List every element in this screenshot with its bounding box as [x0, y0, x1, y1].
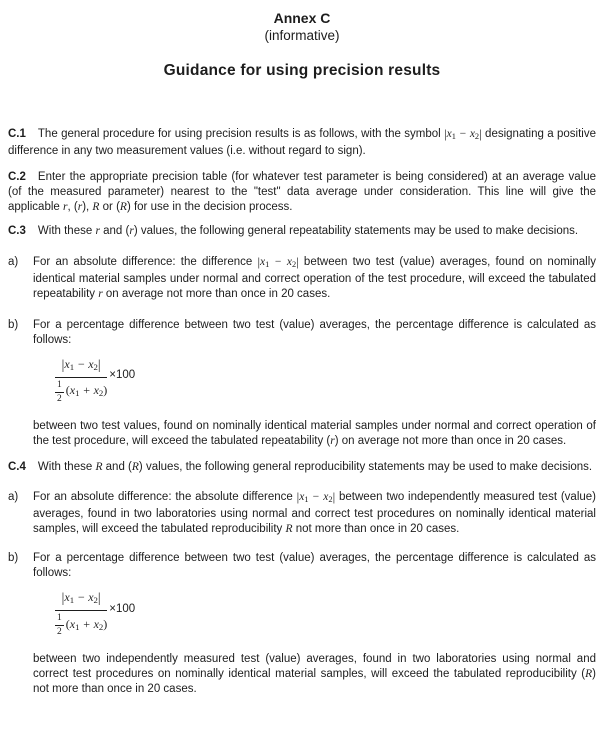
paragraph-c3 — [8, 224, 596, 239]
clause-c4-text: With these R and (R) values, the following general reproducibility statements may be used to make decisions. — [37, 460, 593, 473]
clause-c1-label: C.1 — [8, 128, 26, 140]
paragraph-c4b-continuation: between two independently measured test (value) averages, found in two laboratories using normal and correct test procedures on nominally identical material samples, will exceed the tabulated reproducibility (R) not more than once in 20 cases. — [33, 653, 596, 696]
multiplier-x100: ×100 — [109, 369, 136, 382]
half-fraction-denominator: 2 — [57, 393, 62, 404]
half-fraction-numerator: 1 — [55, 613, 64, 626]
annex-heading: Annex C — [273, 10, 331, 26]
formula-reproducibility-percentage — [55, 590, 596, 638]
paragraph-c4 — [8, 460, 596, 475]
list-item-c4a — [8, 490, 596, 537]
annex-informative-subtitle: (informative) — [264, 28, 340, 43]
list-text-c4a: For an absolute difference: the absolute difference |x1 − x2| between two independently measured test (value) averages, found in two laboratories using normal and correct test procedures on nominally identical material samples, will exceed the tabulated reproducibility R not more than once in 20 cases. — [33, 489, 596, 535]
clause-c3-text: With these r and (r) values, the following general repeatability statements may be used to make decisions. — [37, 225, 579, 238]
clause-c4-label: C.4 — [8, 460, 26, 473]
half-fraction-numerator: 1 — [55, 380, 64, 393]
half-fraction — [55, 613, 64, 638]
formula-repeatability-percentage — [55, 357, 596, 405]
fraction-denominator — [55, 377, 107, 405]
fraction-numerator: |x1 − x2| — [61, 356, 101, 372]
paragraph-c1 — [8, 127, 596, 159]
half-fraction-denominator: 2 — [57, 627, 62, 638]
list-text-c3a: For an absolute difference: the difference |x1 − x2| between two test (value) averages, found on nominally identical material samples under normal and correct operation of the test procedure, will exceed the tabulated repeatability r on average not more than once in 20 cases. — [33, 255, 596, 301]
clause-c2-label: C.2 — [8, 171, 26, 184]
paragraph-c3b-continuation: between two test values, found on nominally identical material samples under normal and correct operation of the test procedure, will exceed the tabulated repeatability (r) on average not more than once in 20 cases. — [33, 419, 596, 447]
list-item-c4b — [8, 551, 596, 581]
half-fraction — [55, 380, 64, 405]
clause-c2-text: Enter the appropriate precision table (for whatever test parameter is being considered) at an average value (of the measured parameter) nearest to the "test" data average under consideration. This line will give the applicable r, (r), R or (R) for use in the decision process. — [8, 171, 596, 214]
paragraph-c2 — [8, 170, 596, 215]
clause-c1-text: The general procedure for using precision results is as follows, with the symbol |x1 − x2| designating a positive difference in any two measurement values (i.e. without regard to sign). — [8, 127, 596, 157]
list-marker-c4a: a) — [8, 490, 19, 503]
fraction — [55, 357, 107, 405]
page-title: Guidance for using precision results — [163, 62, 441, 79]
list-marker-c3a: a) — [8, 256, 19, 269]
list-text-c4b: For a percentage difference between two test (value) averages, the percentage difference is calculated as follows: — [33, 552, 596, 580]
list-marker-c4b: b) — [8, 552, 19, 565]
denominator-sum: (x1 + x2) — [65, 383, 108, 399]
fraction-denominator — [55, 610, 107, 638]
list-item-c3b — [8, 318, 596, 348]
multiplier-x100: ×100 — [109, 602, 136, 615]
list-text-c3b: For a percentage difference between two test (value) averages, the percentage difference is calculated as follows: — [33, 318, 596, 346]
fraction — [55, 590, 107, 638]
list-item-c3a — [8, 255, 596, 302]
denominator-sum: (x1 + x2) — [65, 616, 108, 632]
clause-c3-label: C.3 — [8, 225, 26, 238]
fraction-numerator: |x1 − x2| — [61, 590, 101, 606]
list-marker-c3b: b) — [8, 318, 19, 331]
